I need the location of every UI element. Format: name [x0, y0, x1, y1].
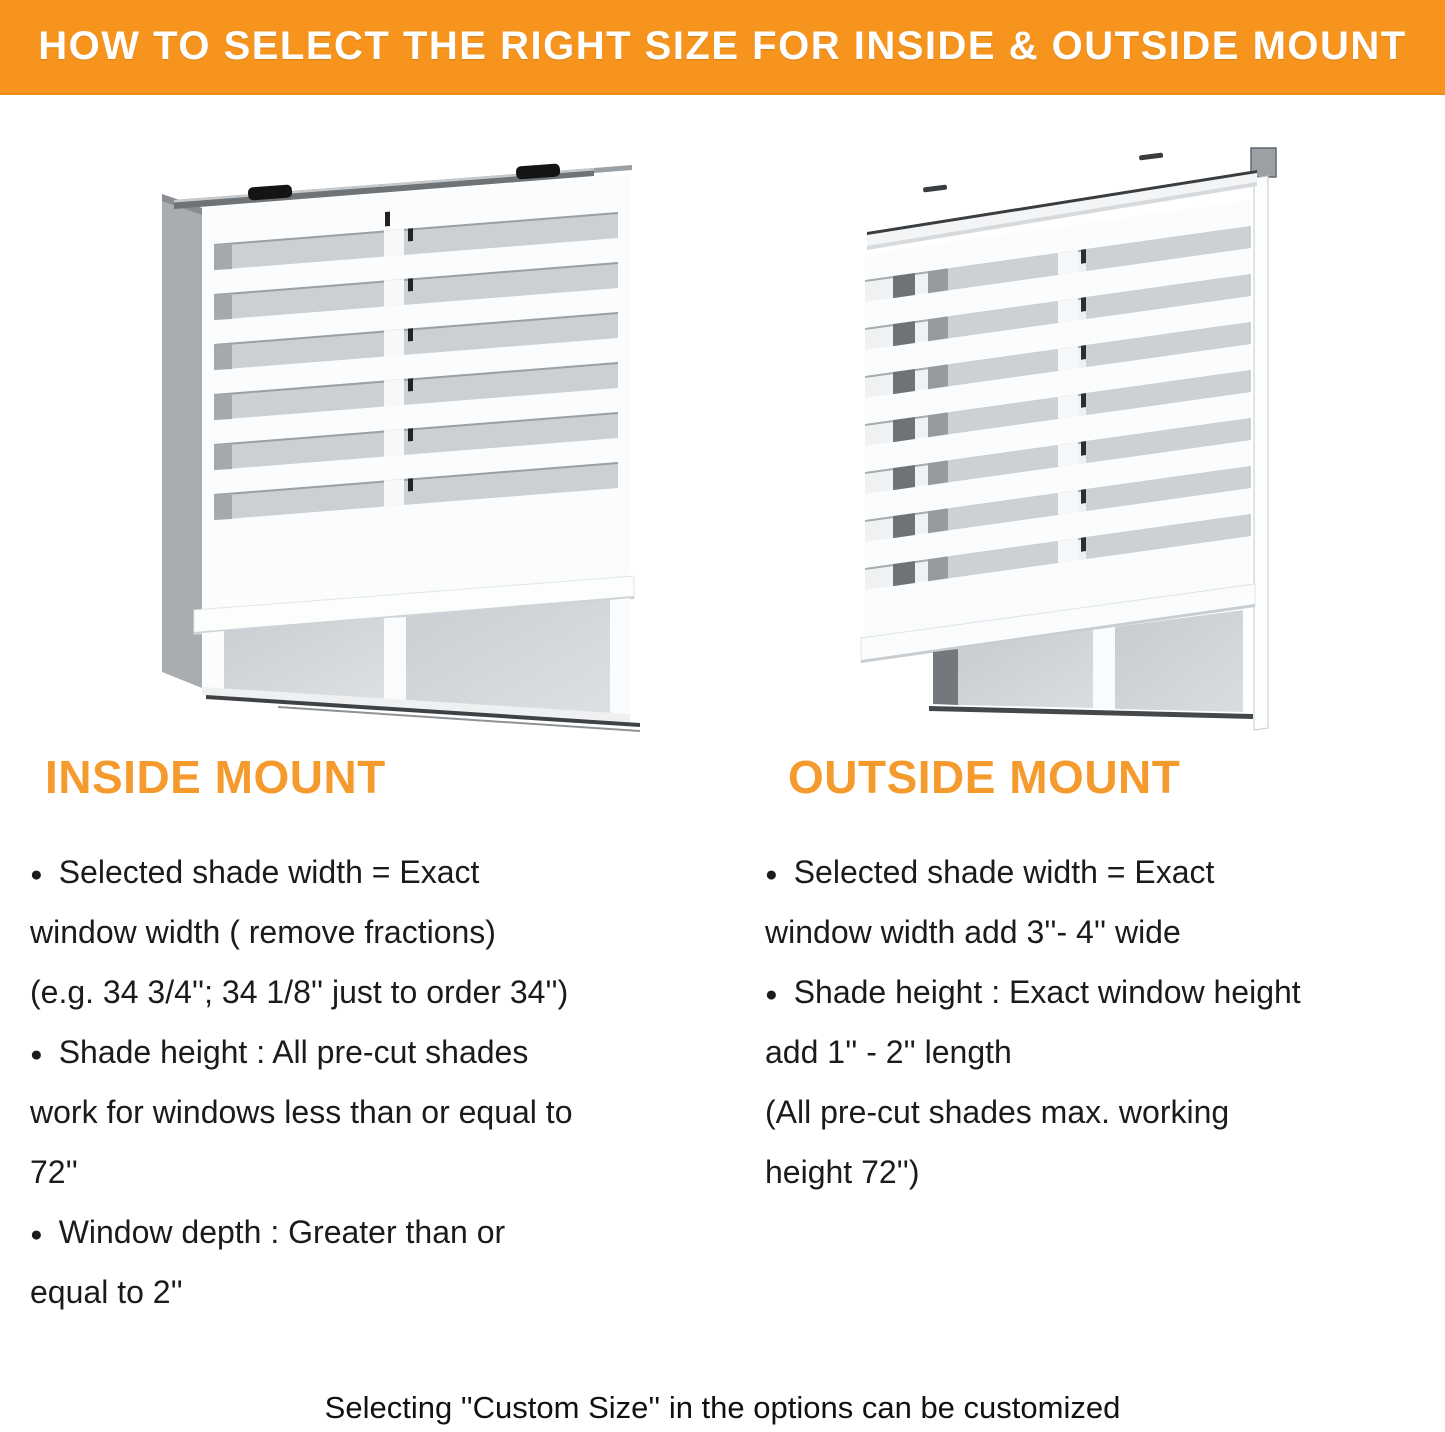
instruction-line [765, 842, 1445, 902]
instruction-line [30, 962, 730, 1022]
instruction-text: work for windows less than or equal to [30, 1094, 573, 1130]
inside-mount-instructions [30, 842, 730, 1322]
instruction-line [30, 1142, 730, 1202]
wall-screw-marks [923, 153, 1163, 193]
bullet-icon: ● [30, 1043, 43, 1066]
outside-mount-illustration [853, 132, 1315, 747]
instruction-line [765, 1022, 1445, 1082]
instruction-line [30, 1082, 730, 1142]
instruction-line [765, 1082, 1445, 1142]
instruction-text: height 72'') [765, 1154, 920, 1190]
instruction-text: window width ( remove fractions) [30, 914, 496, 950]
instruction-line [765, 962, 1445, 1022]
outside-mount-heading: OUTSIDE MOUNT [788, 751, 1181, 803]
title-banner [0, 0, 1445, 95]
instruction-line [30, 1202, 730, 1262]
page-title: HOW TO SELECT THE RIGHT SIZE FOR INSIDE & OUTSIDE MOUNT [38, 24, 1407, 68]
bullet-icon: ● [30, 1223, 43, 1246]
inside-mount-heading: INSIDE MOUNT [45, 751, 386, 803]
outside-mount-instructions [765, 842, 1445, 1202]
zebra-shade [861, 200, 1255, 663]
right-trim-rail [1254, 176, 1268, 730]
instruction-text: Window depth : Greater than or [58, 1214, 506, 1250]
bullet-icon: ● [765, 863, 778, 886]
instruction-line [30, 1022, 730, 1082]
instruction-text: window width add 3''- 4'' wide [765, 914, 1181, 950]
instruction-text: (e.g. 34 3/4''; 34 1/8'' just to order 34'') [30, 974, 569, 1010]
instruction-text: Shade height : Exact window height [793, 974, 1301, 1010]
bullet-icon: ● [765, 983, 778, 1006]
custom-size-note: Selecting ''Custom Size'' in the options can be customized [324, 1390, 1121, 1425]
instruction-text: equal to 2'' [30, 1274, 183, 1310]
zebra-shade [194, 174, 634, 635]
instruction-line [765, 1142, 1445, 1202]
bullet-icon: ● [30, 863, 43, 886]
instruction-line [30, 842, 730, 902]
instruction-text: Selected shade width = Exact [58, 854, 480, 890]
instruction-line [30, 902, 730, 962]
inside-mount-illustration [148, 142, 648, 742]
instruction-line [765, 902, 1445, 962]
instruction-text: Shade height : All pre-cut shades [58, 1034, 529, 1070]
instruction-text: (All pre-cut shades max. working [765, 1094, 1230, 1130]
instruction-text: 72'' [30, 1154, 78, 1190]
instruction-text: Selected shade width = Exact [793, 854, 1215, 890]
instruction-text: add 1'' - 2'' length [765, 1034, 1012, 1070]
instruction-line [30, 1262, 730, 1322]
